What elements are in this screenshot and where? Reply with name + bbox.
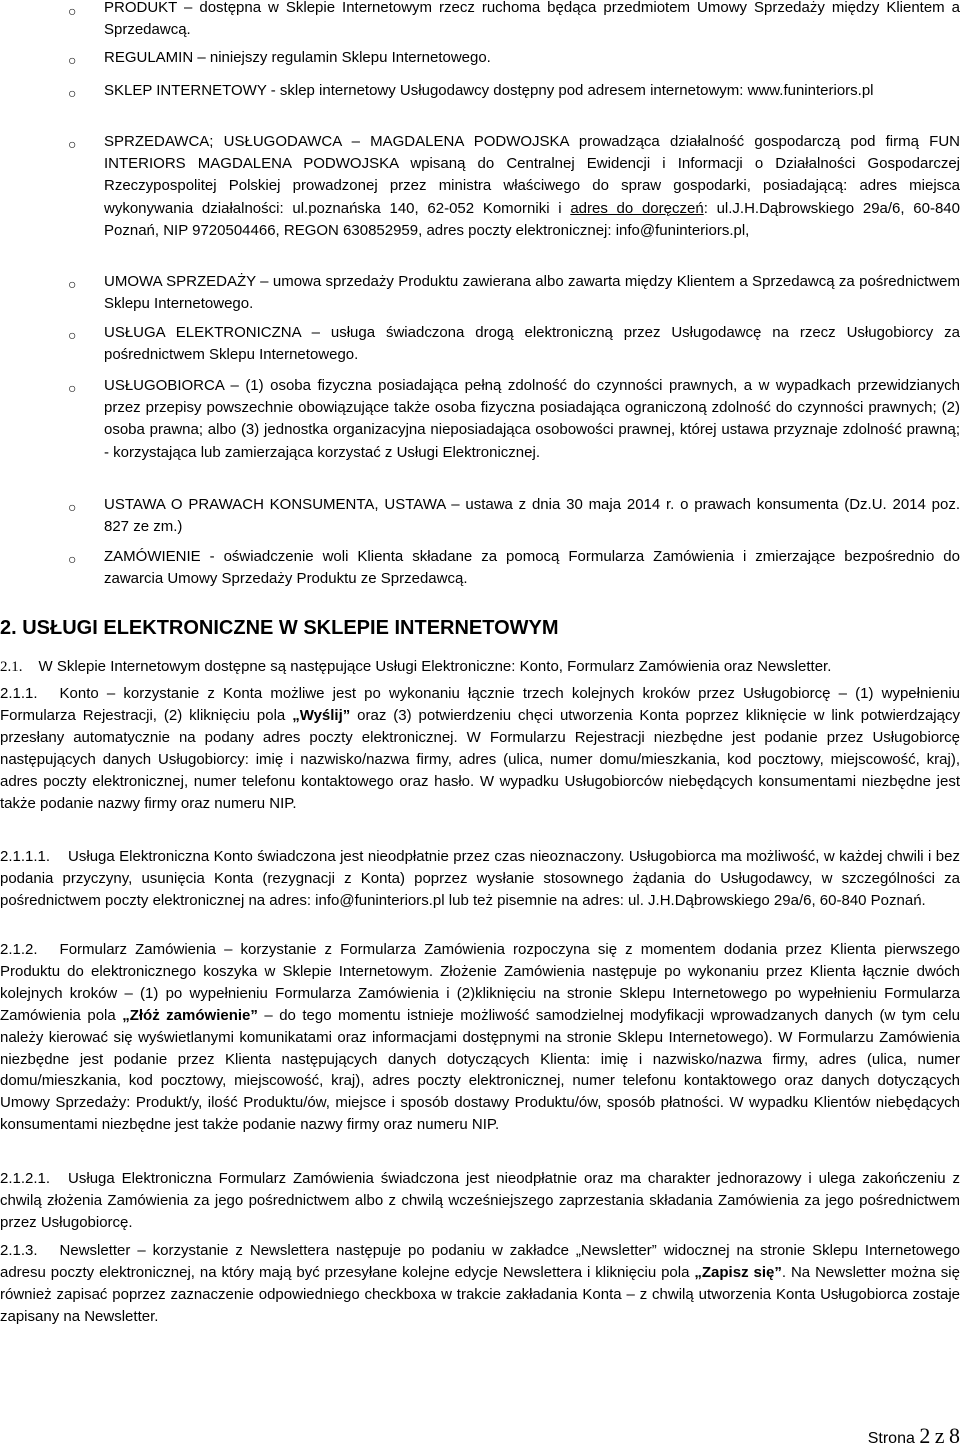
- page-number-footer: [868, 1423, 960, 1449]
- footer-strona-label: Strona: [867, 1430, 915, 1447]
- definition-text: USŁUGA ELEKTRONICZNA – usługa świadczona drogą elektroniczną przez Usługodawcę na rzecz Usługobiorcy za pośrednictwem Sklepu Internetowego.: [104, 324, 960, 364]
- paragraph-text: – do tego momentu istnieje możliwość samodzielnej modyfikacji wprowadzanych danych (w tym celu należy kierować się wyświetlanymi komunikatami oraz informacjami dostępnymi na stronie Sklepu Internetowego). W Formularzu Zamówienia niezbędne jest podanie przez Klienta następujących danych dotyczących Klienta: imię i nazwisko/nazwa firmy, adres (ulica, numer domu/mieszkania, kod pocztowy, miejscowość, kraj), adres poczty elektronicznej, numer telefonu kontaktowego oraz danych dotyczących Umowy Sprzedaży: Produkt/y, ilość Produktu/ów, miejsce i sposób dostawy Produktu/ów, sposób płatności. W wypadku Klientów niebędących konsumentami niezbędne jest także podanie nazwy firmy oraz numeru NIP.: [0, 1006, 960, 1134]
- paragraph-2-1-1: [0, 683, 960, 814]
- paragraph-text: W Sklepie Internetowym dostępne są następujące Usługi Elektroniczne: Konto, Formularz Zamówienia oraz Newsletter.: [38, 658, 832, 675]
- definition-text: [104, 131, 960, 242]
- bullet-icon: ○: [68, 380, 77, 396]
- footer-current-page: 2: [919, 1423, 931, 1448]
- definition-text: USŁUGOBIORCA – (1) osoba fizyczna posiadająca pełną zdolność do czynności prawnych, a w wypadkach przewidzianych przez przepisy powszechnie obowiązujące także osoba fizyczna posiadająca ograniczoną zdolność do czynności prawnych; (2) osoba prawna; albo (3) jednostka organizacyjna nieposiadająca osobowości prawnej, której ustawa przyznaje zdolność prawną; - korzystająca lub zamierzająca korzystać z Usługi Elektronicznej.: [104, 377, 960, 461]
- button-label-zloz-zamowienie: „Złóż zamówienie”: [122, 1006, 258, 1024]
- paragraph-text: oraz (3) potwierdzeniu chęci utworzenia Konta poprzez kliknięcie w link potwierdzający przesłany automatycznie na podany adres poczty elektronicznej. W Formularzu Rejestracji niezbędne jest podanie przez Usługobiorcę następujących danych Usługobiorcy: imię i nazwisko/nazwa firmy, adres (ulica, numer domu/mieszkania, kod pocztowy, miejscowość, kraj), adres poczty elektronicznej, numer telefonu kontaktowego oraz hasło. W wypadku Usługobiorców niebędących konsumentami niezbędne jest także podanie nazwy firmy oraz numeru NIP.: [0, 706, 960, 812]
- definition-text: REGULAMIN – niniejszy regulamin Sklepu Internetowego.: [104, 49, 491, 66]
- bullet-icon: ○: [68, 136, 77, 152]
- definition-text-part: SPRZEDAWCA; USŁUGODAWCA – MAGDALENA PODWOJSKA prowadząca działalność gospodarczą pod firmą FUN INTERIORS MAGDALENA PODWOJSKA wpisaną do Centralnej Ewidencji i Informacji o Działalności Gospodarczej Rzeczypospolitej Polskiej prowadzonej przez ministra właściwego do spraw gospodarki, posiadającą: adres miejsca wykonywania działalności: ul.poznańska 140, 62-052 Komorniki i: [104, 133, 960, 217]
- footer-total-pages: 8: [949, 1423, 960, 1448]
- paragraph-2-1: [0, 656, 960, 679]
- button-label-wyslij: „Wyślij”: [292, 706, 351, 724]
- address-link: adres do doręczeń: [570, 199, 704, 217]
- bullet-icon: ○: [68, 3, 77, 19]
- footer-z-label: z: [934, 1423, 945, 1448]
- paragraph-text: Usługa Elektroniczna Konto świadczona jest nieodpłatnie przez czas nieoznaczony. Usługobiorca ma możliwość, w każdej chwili i bez podania przyczyny, usunięcia Konta (rezygnacji z Konta) poprzez wysłanie stosownego żądania do Usługodawcy, w szczególności za pośrednictwem poczty elektronicznej na adres: info@funinteriors.pl lub też pisemnie na adres: ul. J.H.Dąbrowskiego 29a/6, 60-840 Poznań.: [0, 848, 960, 909]
- paragraph-text: Newsletter – korzystanie z Newslettera następuje po podaniu w zakładce „Newsletter” widocznej na stronie Sklepu Internetowego adresu poczty elektronicznej, na który mają być przesyłane kolejne edycje Newslettera i kliknięciu pola: [0, 1242, 960, 1281]
- paragraph-2-1-2: [0, 939, 960, 1136]
- definition-text: SKLEP INTERNETOWY - sklep internetowy Usługodawcy dostępny pod adresem internetowym: www.funinteriors.pl: [104, 82, 874, 99]
- bullet-icon: ○: [68, 499, 77, 515]
- definition-text-part: : ul.J.H.Dąbrowskiego 29a/6, 60-840 Poznań, NIP 9720504466, REGON 630852959, adres poczty elektronicznej: info@funinteriors.pl,: [104, 199, 960, 239]
- paragraph-number: 2.1.2.1.: [0, 1170, 51, 1187]
- paragraph-2-1-2-1: [0, 1168, 960, 1234]
- paragraph-number: 2.1.: [0, 659, 23, 675]
- paragraph-text: Usługa Elektroniczna Formularz Zamówienia świadczona jest nieodpłatnie oraz ma charakter jednorazowy i ulega zakończeniu z chwilą złożenia Zamówienia za jego pośrednictwem albo z chwilą wcześniejszego zaprzestania składania Zamówienia za jego pośrednictwem przez Usługobiorcę.: [0, 1170, 960, 1231]
- paragraph-number: 2.1.3.: [0, 1242, 38, 1259]
- paragraph-number: 2.1.1.: [0, 685, 38, 702]
- bullet-icon: ○: [68, 276, 77, 292]
- bullet-icon: ○: [68, 551, 77, 567]
- definition-text: PRODUKT – dostępna w Sklepie Internetowym rzecz ruchoma będąca przedmiotem Umowy Sprzedaży między Klientem a Sprzedawcą.: [104, 0, 960, 39]
- definition-text: USTAWA O PRAWACH KONSUMENTA, USTAWA – ustawa z dnia 30 maja 2014 r. o prawach konsumenta (Dz.U. 2014 poz. 827 ze zm.): [104, 496, 960, 536]
- bullet-icon: ○: [68, 85, 77, 101]
- definition-text: UMOWA SPRZEDAŻY – umowa sprzedaży Produktu zawierana albo zawarta między Klientem a Sprzedawcą za pośrednictwem Sklepu Internetowego.: [104, 273, 960, 313]
- paragraph-number: 2.1.1.1.: [0, 848, 51, 865]
- bullet-icon: ○: [68, 52, 77, 68]
- paragraph-text: . Na Newsletter można się również zapisać poprzez zaznaczenie odpowiedniego checkboxa w trakcie zakładania Konta – z chwilą utworzenia Konta Usługobiorca zostaje zapisany na Newsletter.: [0, 1263, 960, 1325]
- paragraph-number: 2.1.2.: [0, 941, 38, 958]
- button-label-zapisz-sie: „Zapisz się”: [694, 1263, 782, 1281]
- paragraph-2-1-3: [0, 1240, 960, 1328]
- paragraph-2-1-1-1: [0, 846, 960, 912]
- definition-text: ZAMÓWIENIE - oświadczenie woli Klienta składane za pomocą Formularza Zamówienia i zmierzające bezpośrednio do zawarcia Umowy Sprzedaży Produktu ze Sprzedawcą.: [104, 548, 960, 588]
- section-heading: 2. USŁUGI ELEKTRONICZNE W SKLEPIE INTERNETOWYM: [0, 617, 559, 639]
- paragraph-text: Konto – korzystanie z Konta możliwe jest po wykonaniu łącznie trzech kolejnych kroków przez Usługobiorcę – (1) wypełnieniu Formularza Rejestracji, (2) kliknięciu pola: [0, 685, 960, 724]
- paragraph-text: Formularz Zamówienia – korzystanie z Formularza Zamówienia rozpoczyna się z momentem dodania przez Klienta pierwszego Produktu do elektronicznego koszyka w Sklepie Internetowym. Złożenie Zamówienia następuje po wykonaniu przez Klienta łącznie dwóch kolejnych kroków – (1) po wypełnieniu Formularza Zamówienia i (2)kliknięciu na stronie Sklepu Internetowego po wypełnieniu Formularza Zamówienia pola: [0, 941, 960, 1024]
- bullet-icon: ○: [68, 327, 77, 343]
